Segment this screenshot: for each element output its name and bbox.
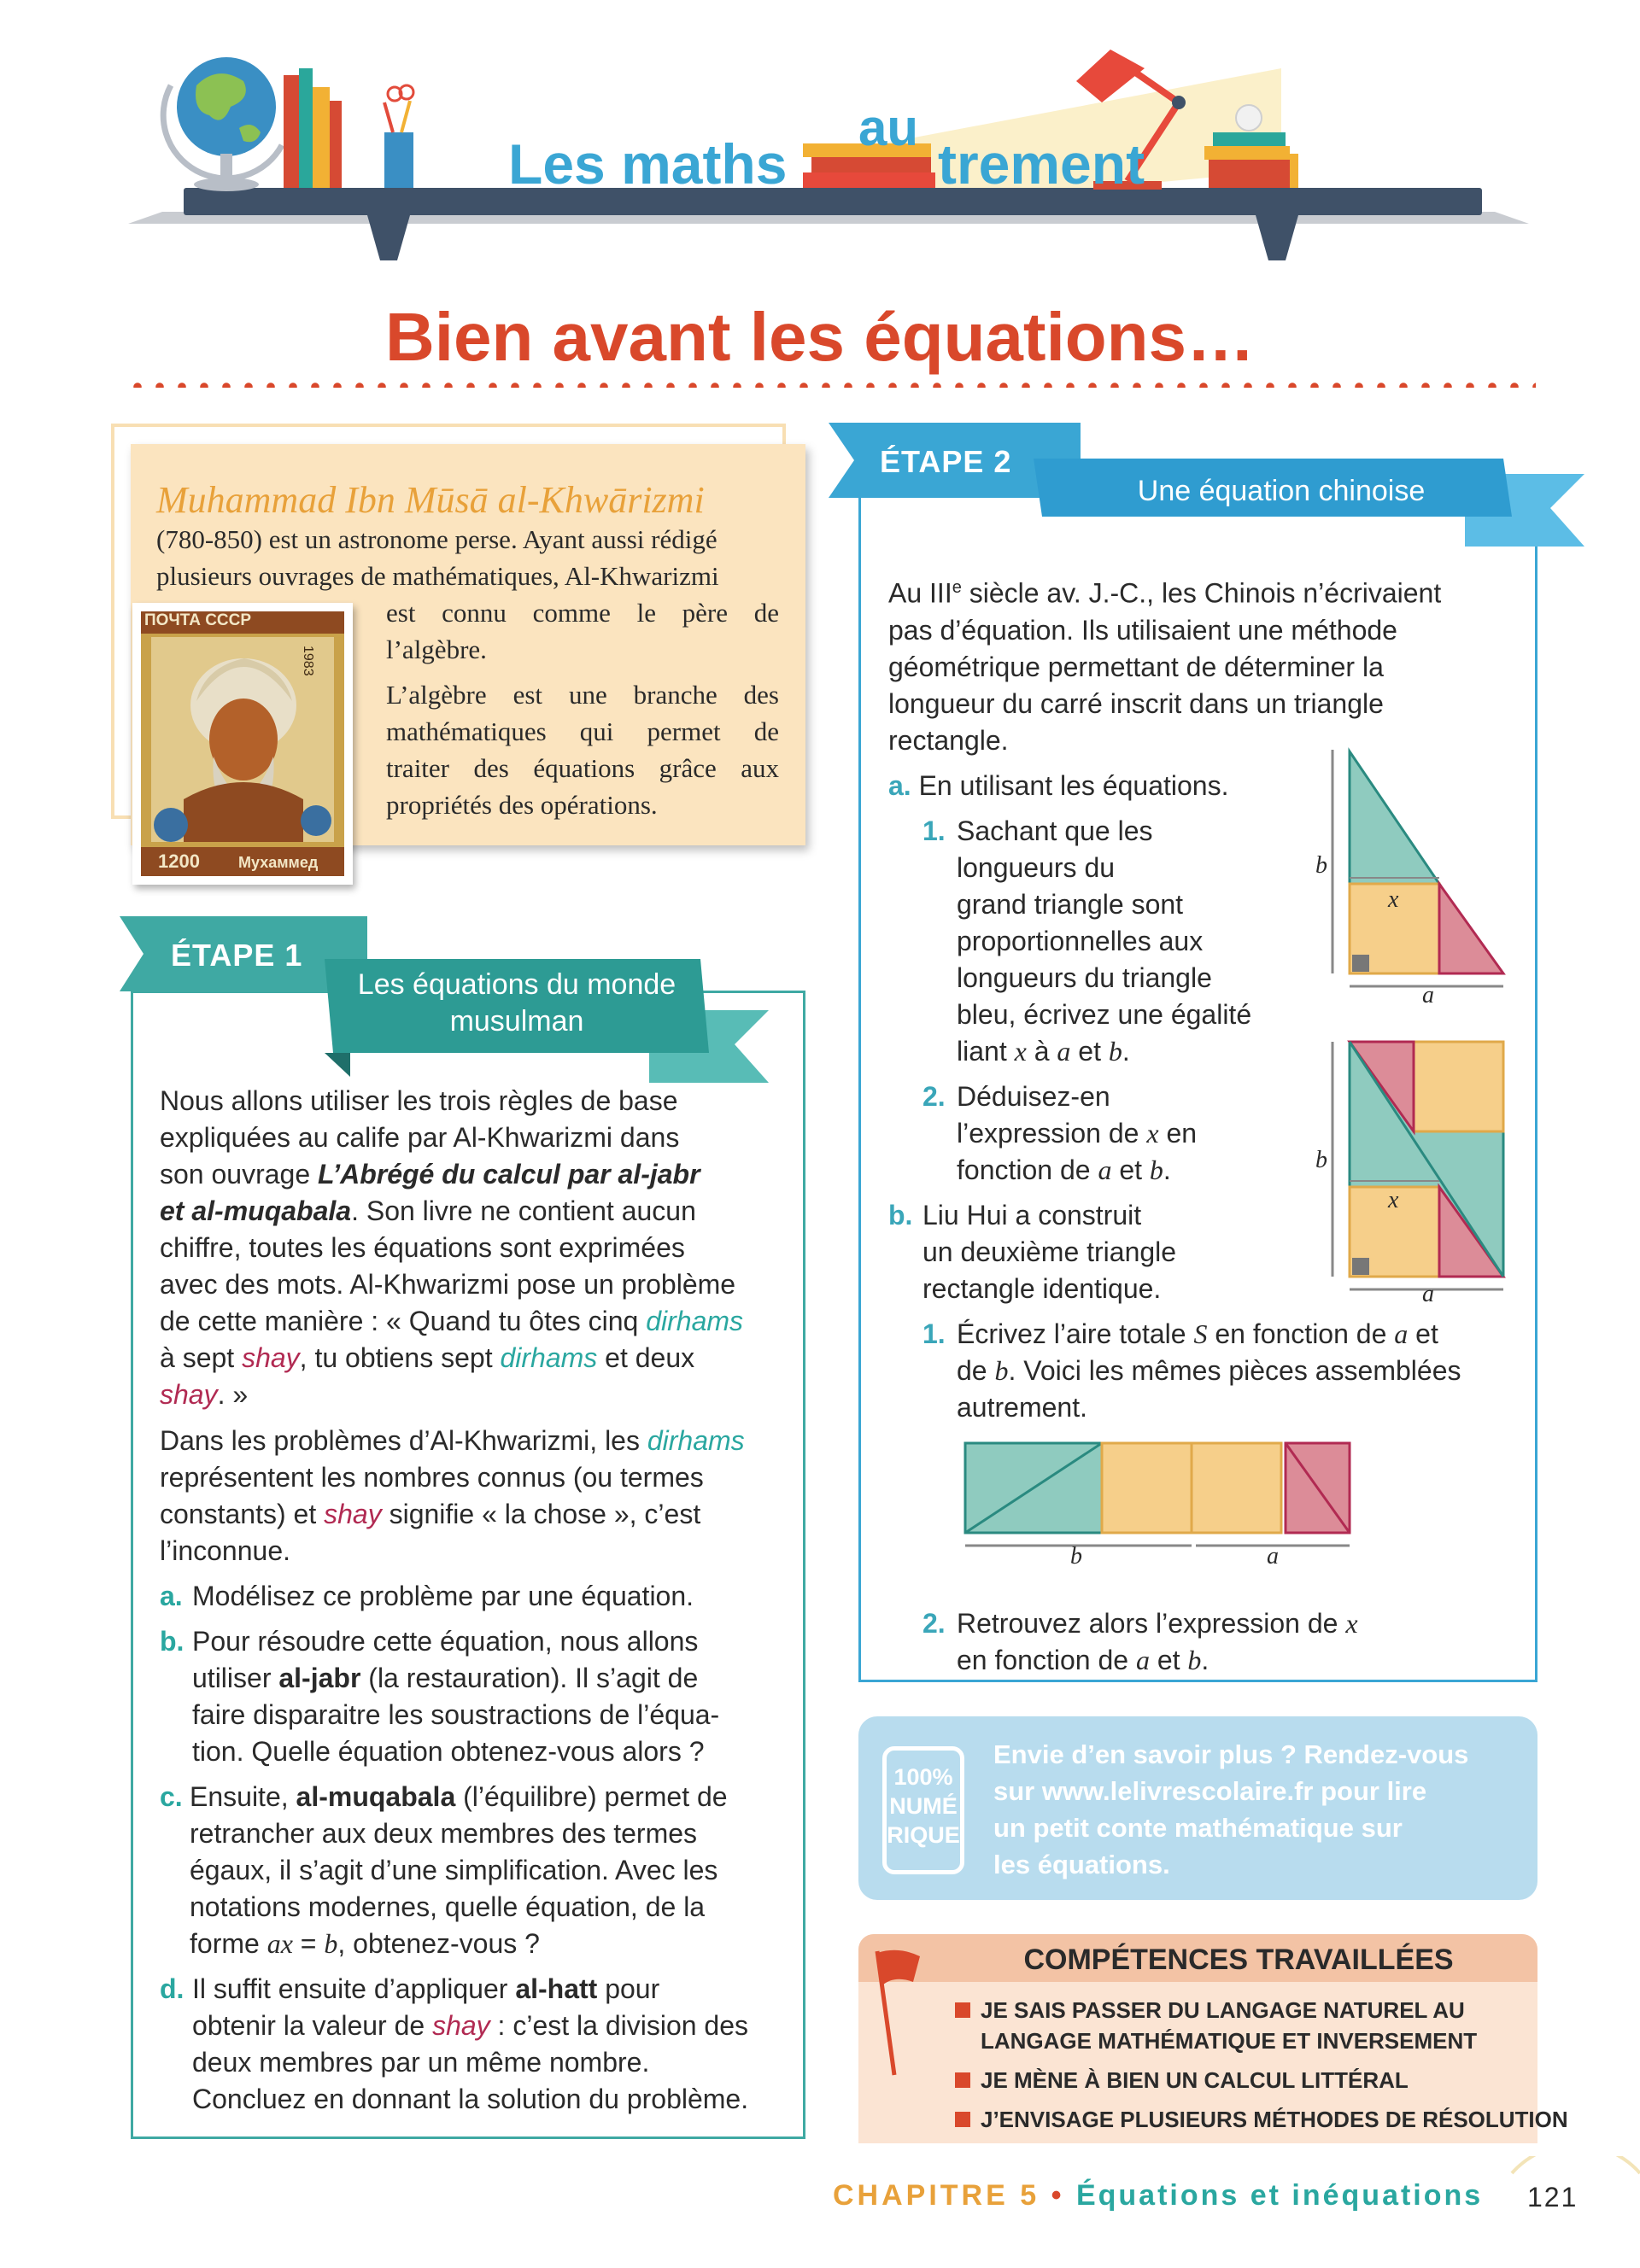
title-dotted-rule [126,383,1536,388]
numerique-text: Envie d’en savoir plus ? Rendez-vous [993,1739,1469,1769]
question-a: a. Modélisez ce problème par une équation. [160,1581,694,1611]
brand-right: trement [938,132,1145,196]
footer-chapter: CHAPITRE 5 [833,2179,1040,2212]
bio-line: l’algèbre. [386,634,487,664]
fig3-label-b: b [1070,1543,1082,1569]
bio-line: L’algèbre est une branche des [386,680,779,710]
competence-item: JE MÈNE À BIEN UN CALCUL LITTÉRAL [955,2065,1568,2096]
footer-topic: Équations et inéquations [1075,2179,1484,2212]
stamp-top-text: ПОЧТА СССР [144,611,252,629]
stamp-illustration [132,603,353,885]
figure-assembled-3 [961,1435,1362,1571]
text-line: rectangle. [888,724,1009,756]
fig2-label-a: a [1422,1281,1434,1307]
badge-line: RIQUE [887,1822,960,1848]
question-b1: 1. Écrivez l’aire totale S en fonction de a et de b. Voici les mêmes pièces assemblées autrement. [922,1318,1461,1423]
fig3-label-a: a [1267,1543,1279,1569]
fig2-label-x: x [1388,1187,1399,1213]
bio-line: traiter des équations grâce aux [386,753,779,783]
etape2-title: Une équation chinoise [1137,475,1426,507]
footer-bullet: • [1051,2179,1065,2212]
bio-line: mathématiques qui permet de [386,716,779,746]
text-line: l’inconnue. [160,1535,290,1566]
text-line: shay. » [160,1379,249,1410]
badge-line: NUMÉ [889,1793,958,1819]
question-b: b. Pour résoudre cette équation, nous allons utiliser al-jabr (la restauration). Il s’agit de faire disparaitre les soustractions de l’équa- tion. Quelle équation obtenez-vous alors ? [160,1626,720,1767]
figure-triangle-1 [1311,743,1516,1008]
stamp-name: Мухаммед [238,854,319,871]
figure-rectangle-2 [1311,1029,1516,1306]
text-line: géométrique permettant de déterminer la [888,651,1384,682]
etape1-tag: ÉTAPE 1 [171,938,303,973]
text-line: expliquées au calife par Al-Khwarizmi dans [160,1122,680,1153]
footer [833,2179,1483,2212]
fig1-label-x: x [1388,886,1399,913]
etape1-body [160,1083,792,2118]
question-a: a. En utilisant les équations. [888,769,1229,801]
competences-title: COMPÉTENCES TRAVAILLÉES [1023,1944,1454,1976]
text-line: et al-muqabala. Son livre ne contient aucun [160,1195,696,1226]
question-a1: 1. Sachant que les longueurs du grand triangle sont proportionnelles aux longueurs du triangle bleu, écrivez une égalité liant x à a et b. [922,815,1252,1067]
question-c: c. Ensuite, al-muqabala (l’équilibre) permet de retrancher aux deux membres des termes égaux, il s’agit d’une simplification. Avec les notations modernes, quelle équation, de la forme ax = b, obtenez-vous ? [160,1781,728,1959]
etape2-tag: ÉTAPE 2 [880,444,1012,479]
text-line: longueur du carré inscrit dans un triangle [888,687,1384,719]
numerique-text: les équations. [993,1850,1170,1879]
fig1-label-b: b [1315,852,1327,879]
portrait-stamp [132,603,353,885]
bio-line: propriétés des opérations. [386,790,658,820]
text-line: constants) et shay signifie « la chose », c’est [160,1499,701,1529]
bio-name: Muhammad Ibn Mūsā al-Khwārizmi [156,479,705,521]
numerique-link-text[interactable]: sur www.lelivrescolaire.fr pour lire [993,1776,1427,1806]
stamp-value: 1200 [158,850,200,872]
header-banner [128,34,1529,273]
etape1-title: musulman [449,1005,584,1038]
etape1-title: Les équations du monde [357,968,676,1001]
badge-line: 100% [893,1764,953,1790]
bio-line: plusieurs ouvrages de mathématiques, Al-Khwarizmi [156,561,719,591]
text-line: avec des mots. Al-Khwarizmi pose un problème [160,1269,736,1300]
text-line: de cette manière : « Quand tu ôtes cinq dirhams [160,1306,744,1336]
question-a2: 2. Déduisez-en l’expression de x en fonction de a et b. [922,1080,1198,1185]
text-line: Nous allons utiliser les trois règles de base [160,1085,678,1116]
text-line: Dans les problèmes d’Al-Khwarizmi, les dirhams [160,1425,745,1456]
brand-au: au [858,99,919,156]
numerique-badge [882,1746,964,1874]
competence-item: J’ENVISAGE PLUSIEURS MÉTHODES DE RÉSOLUTION [955,2104,1568,2135]
text-line: chiffre, toutes les équations sont exprimées [160,1232,685,1263]
bio-line: (780-850) est un astronome perse. Ayant aussi rédigé [156,524,718,554]
bio-line: est connu comme le père de [386,598,779,628]
flag-icon [867,1943,927,2079]
stamp-year: 1983 [301,646,315,676]
text-line: pas d’équation. Ils utilisaient une méthode [888,614,1397,646]
brand-left: Les maths [508,132,788,196]
page-number: 121 [1527,2182,1578,2212]
text-line: son ouvrage L’Abrégé du calcul par al-jabr [160,1159,700,1190]
page-title: Bien avant les équations… [384,299,1256,375]
fig2-label-b: b [1315,1147,1327,1173]
text-line: à sept shay, tu obtiens sept dirhams et deux [160,1342,695,1373]
bookshelf-illustration [128,34,1529,273]
numerique-text: un petit conte mathématique sur [993,1813,1403,1843]
fig1-label-a: a [1422,982,1434,1008]
question-b: b. Liu Hui a construit un deuxième triangle rectangle identique. [888,1199,1177,1304]
question-d: d. Il suffit ensuite d’appliquer al-hatt pour obtenir la valeur de shay : c’est la division des deux membres par un même nombre. Concluez en donnant la solution du problème. [160,1973,749,2114]
question-b2: 2. Retrouvez alors l’expression de x en fonction de a et b. [922,1607,1358,1675]
text-line: Au IIIe siècle av. J.-C., les Chinois n’écrivaient [888,577,1442,609]
text-line: représentent les nombres connus (ou termes [160,1462,704,1493]
competence-item: JE SAIS PASSER DU LANGAGE NATUREL AU LANGAGE MATHÉMATIQUE ET INVERSEMENT [955,1995,1568,2056]
corner-arc-decoration [1503,2156,1640,2268]
